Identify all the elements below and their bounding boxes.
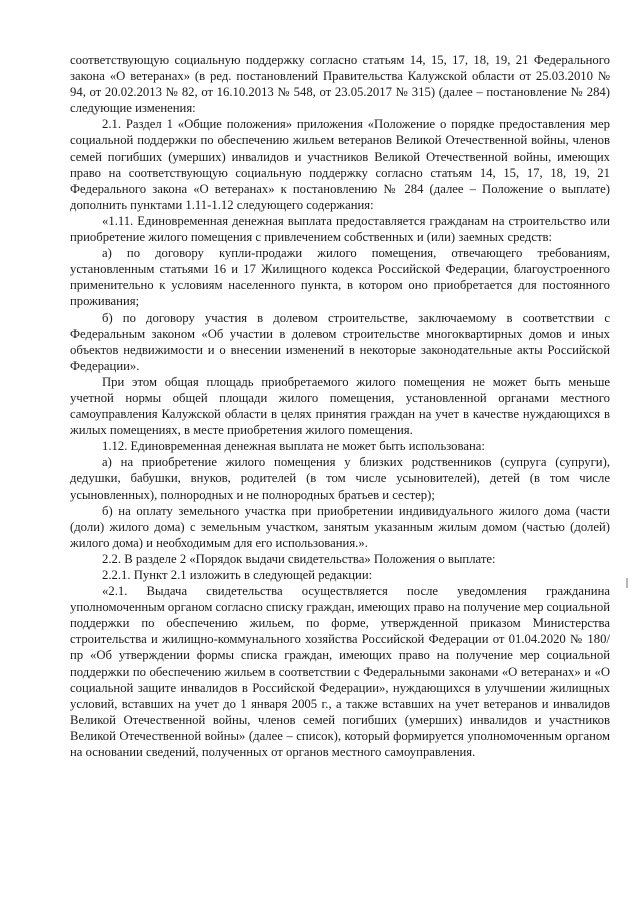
document-body bbox=[70, 52, 610, 760]
paragraph-1-12-a: а) на приобретение жилого помещения у близких родственников (супруга (супруги), дедушки, бабушки, внуков, родителей (в том числе усыновителей), детей (в том числе усыновленных), полнородных и не полнородных братьев и сестер); bbox=[70, 455, 610, 502]
paragraph-2-2-1: 2.2.1. Пункт 2.1 изложить в следующей редакции: bbox=[102, 568, 373, 582]
paragraph-1-12: 1.12. Единовременная денежная выплата не может быть использована: bbox=[102, 439, 485, 454]
paragraph-area-requirement: При этом общая площадь приобретаемого жилого помещения не может быть меньше учетной нормы общей площади жилого помещения, установленной органами местного самоуправления Калужской области в целях принятия граждан на учет в качестве нуждающихся в жилых помещениях, в месте приобретения жилого помещения. bbox=[70, 374, 610, 438]
paragraph-1-11-b: б) по договору участия в долевом строительстве, заключаемому в соответствии с Федеральным законом «Об участии в долевом строительстве многоквартирных домов и иных объектов недвижимости и о внесении изменений в некоторые законодательные акты Российской Федерации». bbox=[70, 310, 610, 373]
paragraph-new-2-1: «2.1. Выдача свидетельства осуществляется после уведомления гражданина уполномоченным органом согласно списку граждан, имеющих право на получение мер социальной поддержки по обеспечению жильем, по форме, утвержденной приказом Министерства строительства и жилищно-коммунального хозяйства Российской Федерации от 01.04.2020 № 180/пр «Об утверждении формы списка граждан, имеющих право на получение мер социальной поддержки по обеспечению жильем в соответствии с Федеральными законами «О ветеранах» и «О социальной защите инвалидов в Российской Федерации», нуждающихся в улучшении жилищных условий, вставших на учет до 1 января 2005 г., а также вставших на учет ветеранов и инвалидов Великой Отечественной войны, членов семей погибших (умерших) инвалидов и участников Великой Отечественной войны» (далее – список), который формируется уполномоченным органом на основании сведений, полученных от органов местного самоуправления. bbox=[70, 584, 610, 760]
paragraph-1-11: «1.11. Единовременная денежная выплата предоставляется гражданам на строительство или приобретение жилого помещения с привлечением собственных и (или) заемных средств: bbox=[70, 213, 610, 245]
paragraph-1-11-a: а) по договору купли-продажи жилого помещения, отвечающего требованиям, установленным статьями 16 и 17 Жилищного кодекса Российской Федерации, благоустроенного применительно к условиям населенного пункта, в котором оно приобретается для постоянного проживания; bbox=[70, 246, 610, 309]
paragraph-1-12-b: б) на оплату земельного участка при приобретении индивидуального жилого дома (части (доли) жилого дома) с земельным участком, занятым указанным жилым домом (частью (долей) жилого дома) и необходимым для его использования.». bbox=[70, 503, 610, 550]
paragraph-2-2: 2.2. В разделе 2 «Порядок выдачи свидетельства» Положения о выплате: bbox=[102, 551, 496, 566]
paragraph-continuation: соответствующую социальную поддержку согласно статьям 14, 15, 17, 18, 19, 21 Федерального закона «О ветеранах» (в ред. постановлений Правительства Калужской области от 25.03.2010 № 94, от 20.02.2013 № 82, от 16.10.2013 № 548, от 23.05.2017 № 315) (далее – постановление № 284) следующие изменения: bbox=[70, 53, 610, 116]
scan-artifact-mark bbox=[626, 578, 628, 588]
paragraph-2-1: 2.1. Раздел 1 «Общие положения» приложения «Положение о порядке предоставления мер социальной поддержки по обеспечению жильем ветеранов Великой Отечественной войны, членов семей погибших (умерших) инвалидов и участников Великой Отечественной войны, имеющих право на соответствующую социальную поддержку согласно статьям 14, 15, 17, 18, 19, 21 Федерального закона «О ветеранах» к постановлению № 284 (далее – Положение о выплате) дополнить пунктами 1.11-1.12 следующего содержания: bbox=[70, 117, 610, 212]
